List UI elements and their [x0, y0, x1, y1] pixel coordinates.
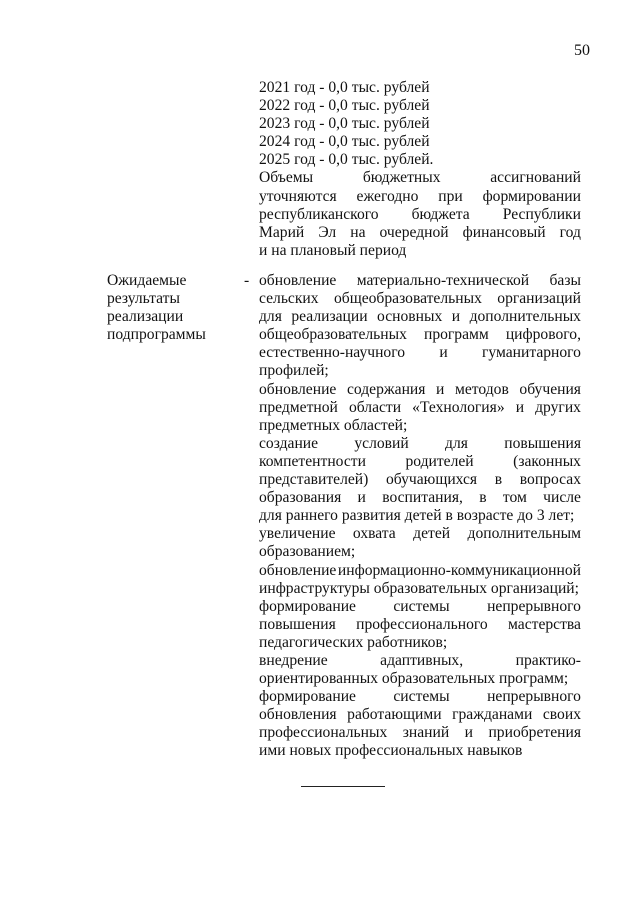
word: гуманитарного: [481, 344, 581, 362]
funding-section: [259, 79, 581, 260]
funding-year-2022: 2022 год - 0,0 тыс. рублей: [259, 97, 430, 115]
word: дополнительным: [467, 525, 581, 543]
word: непрерывного: [487, 688, 581, 706]
result-line: [259, 562, 581, 580]
word: информационно-коммуникационной: [337, 561, 581, 579]
result-line: [259, 308, 581, 326]
funding-note-line: [259, 188, 581, 206]
word: воспитания,: [382, 489, 463, 507]
result-line: инфраструктуры образовательных организаций;: [259, 579, 579, 597]
word: приобретения: [488, 724, 581, 742]
result-line: [259, 616, 581, 634]
result-line: [259, 272, 581, 290]
word: (законных: [513, 452, 581, 470]
word: условий: [354, 434, 409, 452]
word: родителей: [405, 452, 474, 470]
word: общеобразовательных: [259, 326, 407, 344]
word: дополнительных: [469, 308, 581, 326]
word: детей: [413, 525, 451, 543]
word: предметной: [259, 398, 338, 416]
funding-note-last-line: и на плановый период: [259, 241, 407, 259]
result-line: ориентированных образовательных программ;: [259, 670, 569, 688]
word: том: [502, 489, 527, 507]
word: практико-: [515, 651, 581, 669]
word: образования: [259, 489, 342, 507]
word: обучающихся: [385, 471, 478, 489]
word: формирование: [259, 688, 356, 706]
word: увеличение: [259, 525, 336, 543]
word: внедрение: [259, 651, 328, 669]
word: представителей): [259, 471, 369, 489]
word: мастерства: [508, 615, 581, 633]
result-line: [259, 688, 581, 706]
word: Республики: [502, 205, 581, 223]
word: работающими: [347, 706, 442, 724]
word: год: [559, 223, 581, 241]
funding-year-2025: 2025 год - 0,0 тыс. рублей.: [259, 151, 434, 169]
word: обновление: [259, 561, 337, 579]
word: базы: [549, 272, 581, 289]
result-line: [259, 399, 581, 417]
results-label-line: реализации: [107, 308, 184, 326]
word: и: [451, 308, 461, 326]
word: ежегодно: [356, 187, 419, 205]
word: профессиональных: [259, 724, 388, 742]
word: Марий: [259, 223, 305, 241]
word: обновления: [259, 706, 337, 724]
word: в: [479, 489, 487, 507]
word: и: [439, 344, 448, 362]
result-line: предметных областей;: [259, 416, 408, 434]
results-label: [107, 272, 237, 344]
word: своих: [542, 706, 581, 724]
word: реализации: [291, 308, 368, 326]
word: профессионального: [356, 615, 488, 633]
funding-note-line: [259, 224, 581, 242]
word: естественно-научного: [259, 344, 406, 362]
word: общеобразовательных: [333, 290, 482, 308]
word: «Технология»: [412, 398, 505, 416]
word: организаций: [497, 290, 581, 308]
expected-results-list: [259, 272, 581, 761]
word: для: [445, 434, 468, 452]
page-number: 50: [574, 42, 590, 59]
word: на: [350, 223, 366, 241]
result-line: для раннего развития детей в возрасте до 3 лет;: [259, 507, 575, 525]
word: других: [535, 398, 581, 416]
result-line: [259, 525, 581, 543]
result-line: ими новых профессиональных навыков: [259, 742, 523, 760]
result-line: [259, 652, 581, 670]
word: уточняются: [259, 187, 337, 205]
word: финансовый: [462, 223, 546, 241]
word: методов: [454, 380, 509, 398]
funding-year-2024: 2024 год - 0,0 тыс. рублей: [259, 133, 430, 151]
result-line: [259, 381, 581, 399]
result-line: профилей;: [259, 362, 329, 380]
funding-note: [259, 169, 581, 241]
funding-year-2021: 2021 год - 0,0 тыс. рублей: [259, 79, 430, 96]
word: гражданами: [452, 706, 533, 724]
result-line: [259, 435, 581, 453]
word: в: [494, 471, 503, 489]
word: числе: [543, 489, 581, 507]
word: адаптивных,: [380, 651, 464, 669]
result-line: педагогических работников;: [259, 633, 448, 651]
result-line: [259, 326, 581, 344]
word: бюджета: [411, 205, 470, 223]
word: бюджетных: [362, 169, 441, 187]
word: и: [436, 380, 445, 398]
word: области: [348, 398, 402, 416]
word: основных: [377, 308, 443, 326]
word: программ: [423, 326, 489, 344]
word: Объемы: [259, 169, 314, 187]
word: обновление: [259, 380, 337, 398]
word: сельских: [259, 290, 319, 308]
word: обучения: [519, 380, 581, 398]
word: и: [464, 724, 473, 742]
result-line: [259, 724, 581, 742]
word: материально-технической: [356, 272, 530, 289]
result-line: [259, 598, 581, 616]
word: очередной: [379, 223, 449, 241]
word: формировании: [482, 187, 581, 205]
word: и: [357, 489, 366, 507]
word: обновление: [259, 272, 337, 289]
word: знаний: [402, 724, 450, 742]
word: формирование: [259, 597, 356, 615]
word: содержания: [346, 380, 426, 398]
word: для: [259, 308, 282, 326]
result-line: [259, 489, 581, 507]
word: системы: [393, 597, 450, 615]
results-label-line: подпрограммы: [107, 326, 206, 344]
word: и: [515, 398, 525, 416]
result-line: [259, 471, 581, 489]
word: вопросах: [519, 471, 581, 489]
word: повышения: [504, 434, 581, 452]
result-line: [259, 290, 581, 308]
word: создание: [259, 434, 319, 452]
word: охвата: [352, 525, 396, 543]
word: повышения: [259, 615, 336, 633]
word: непрерывного: [487, 597, 581, 615]
funding-note-line: [259, 169, 581, 187]
results-label-line: результаты: [107, 290, 180, 308]
funding-year-2023: 2023 год - 0,0 тыс. рублей: [259, 115, 430, 133]
word: республиканского: [259, 205, 379, 223]
word: системы: [393, 688, 450, 706]
end-divider-line: [301, 786, 385, 787]
result-line: образованием;: [259, 543, 356, 561]
word: компетентности: [259, 452, 366, 470]
result-line: [259, 344, 581, 362]
funding-note-line: [259, 206, 581, 224]
word: цифрового,: [505, 326, 581, 344]
word: ассигнований: [490, 169, 581, 187]
result-line: [259, 706, 581, 724]
word: Эл: [318, 223, 337, 241]
results-dash: -: [244, 272, 250, 289]
result-line: [259, 453, 581, 471]
word: при: [438, 187, 463, 205]
results-label-line: Ожидаемые: [107, 272, 187, 289]
